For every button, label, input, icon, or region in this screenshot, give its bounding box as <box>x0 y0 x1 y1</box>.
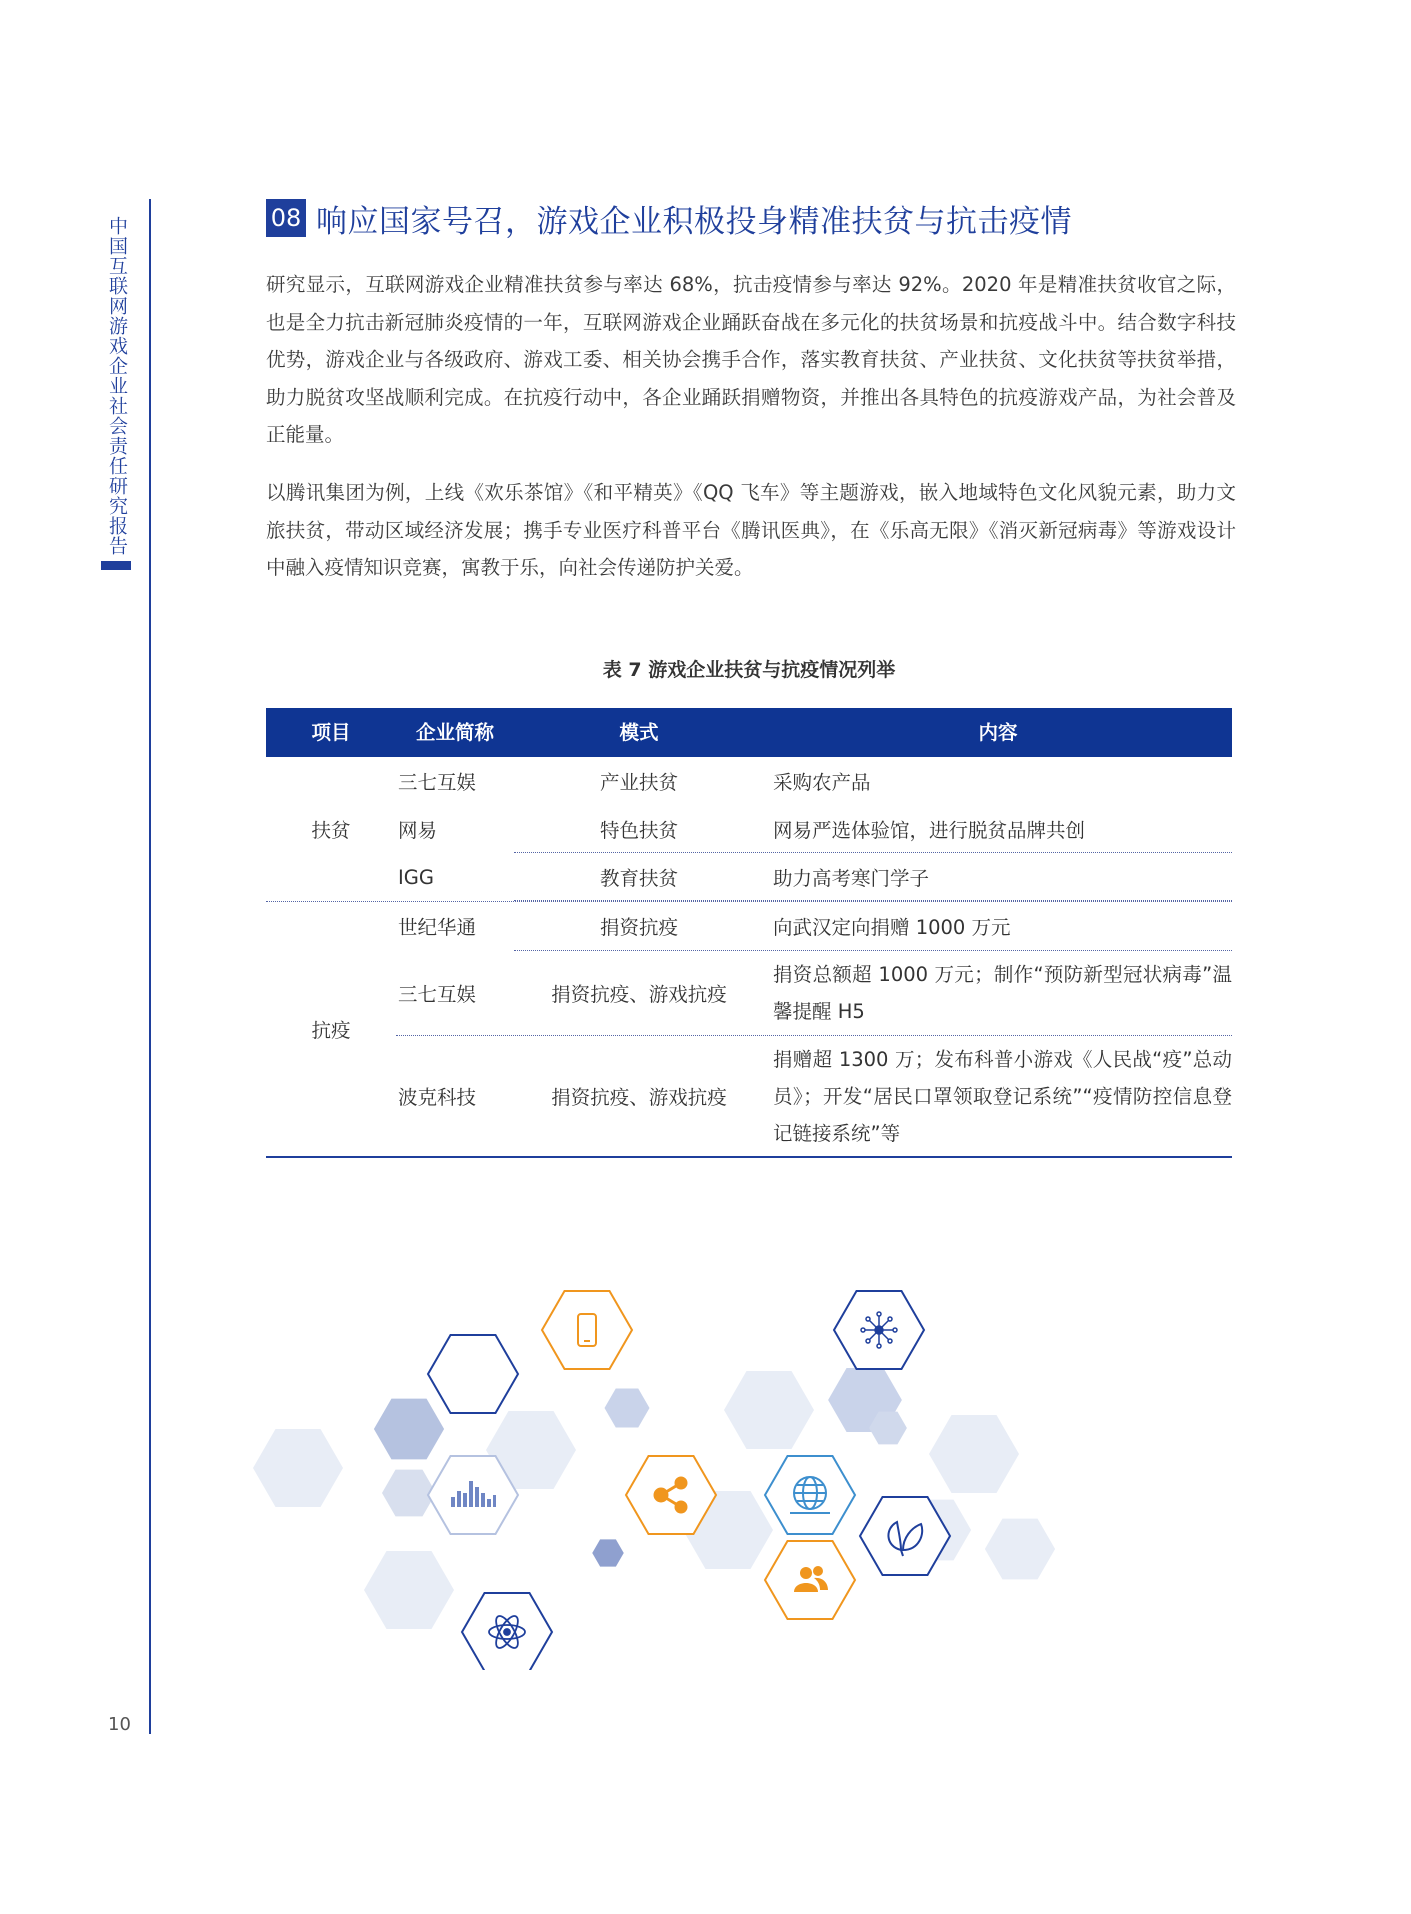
paragraph-2: 以腾讯集团为例，上线《欢乐茶馆》《和平精英》《QQ 飞车》等主题游戏，嵌入地域特色文化风貌元素，助力文旅扶贫，带动区域经济发展；携手专业医疗科普平台《腾讯医典》，在《乐高无限》《消灭新冠病毒》等游戏设计中融入疫情知识竞赛，寓教于乐，向社会传递防护关爱。 <box>266 481 1236 579</box>
content-cell: 捐资总额超 1000 万元；制作“预防新型冠状病毒”温馨提醒 H5 <box>773 963 1232 1023</box>
mode-cell: 教育扶贫 <box>599 867 678 890</box>
section-title: 响应国家号召，游戏企业积极投身精准扶贫与抗击疫情 <box>316 203 1072 240</box>
mode-cell: 捐资抗疫、游戏抗疫 <box>551 983 727 1006</box>
outline-hexagons <box>428 1291 950 1670</box>
network-icon <box>861 1312 897 1348</box>
report-title-vertical: 中国互联网游戏企业社会责任研究报告 <box>106 216 128 556</box>
header-content: 内容 <box>978 721 1018 744</box>
mode-cell: 特色扶贫 <box>599 819 678 842</box>
company-cell: 网易 <box>398 819 438 842</box>
table-bottom-rule <box>266 1156 1232 1158</box>
content-cell: 网易严选体验馆，进行脱贫品牌共创 <box>773 819 1086 842</box>
company-cell: 三七互娱 <box>398 983 477 1006</box>
company-cell: 三七互娱 <box>398 771 477 794</box>
company-cell: 波克科技 <box>398 1086 477 1109</box>
paragraph-1: 研究显示，互联网游戏企业精准扶贫参与率达 68%，抗击疫情参与率达 92%。2020 年是精准扶贫收官之际，也是全力抗击新冠肺炎疫情的一年，互联网游戏企业踊跃奋战在多元化的扶贫场景和抗疫战斗中。结合数字科技优势，游戏企业与各级政府、游戏工委、相关协会携手合作，落实教育扶贫、产业扶贫、文化扶贫等扶贫举措，助力脱贫攻坚战顺利完成。在抗疫行动中，各企业踊跃捐赠物资，并推出各具特色的抗疫游戏产品，为社会普及正能量。 <box>266 273 1236 446</box>
company-cell: IGG <box>398 865 434 889</box>
content-cell: 向武汉定向捐赠 1000 万元 <box>773 916 1011 939</box>
mode-cell: 产业扶贫 <box>599 771 678 794</box>
hexagon-illustration <box>245 1290 1165 1670</box>
table-header-row <box>266 708 1232 757</box>
sidebar-accent-bar <box>101 561 131 570</box>
section-number: 08 <box>266 199 306 237</box>
section-heading <box>266 197 1072 239</box>
page-number: 10 <box>108 1714 131 1735</box>
table-body <box>266 757 1232 1156</box>
category-cell: 抗疫 <box>311 1019 351 1042</box>
category-cell: 扶贫 <box>311 819 351 842</box>
header-company: 企业简称 <box>415 721 494 744</box>
table-caption: 表 7 游戏企业扶贫与抗疫情况列举 <box>602 659 896 681</box>
content-cell: 助力高考寒门学子 <box>773 867 930 890</box>
header-category: 项目 <box>311 721 351 744</box>
header-mode: 模式 <box>619 721 659 744</box>
mode-cell: 捐资抗疫、游戏抗疫 <box>551 1086 727 1109</box>
content-cell: 采购农产品 <box>773 771 871 794</box>
company-cell: 世纪华通 <box>398 916 477 939</box>
content-cell: 捐赠超 1300 万；发布科普小游戏《人民战“疫”总动员》；开发“居民口罩领取登记系统”“疫情防控信息登记链接系统”等 <box>773 1047 1232 1145</box>
sidebar-divider <box>149 199 151 1734</box>
poverty-epidemic-table <box>266 708 1232 1156</box>
mode-cell: 捐资抗疫 <box>599 916 678 939</box>
